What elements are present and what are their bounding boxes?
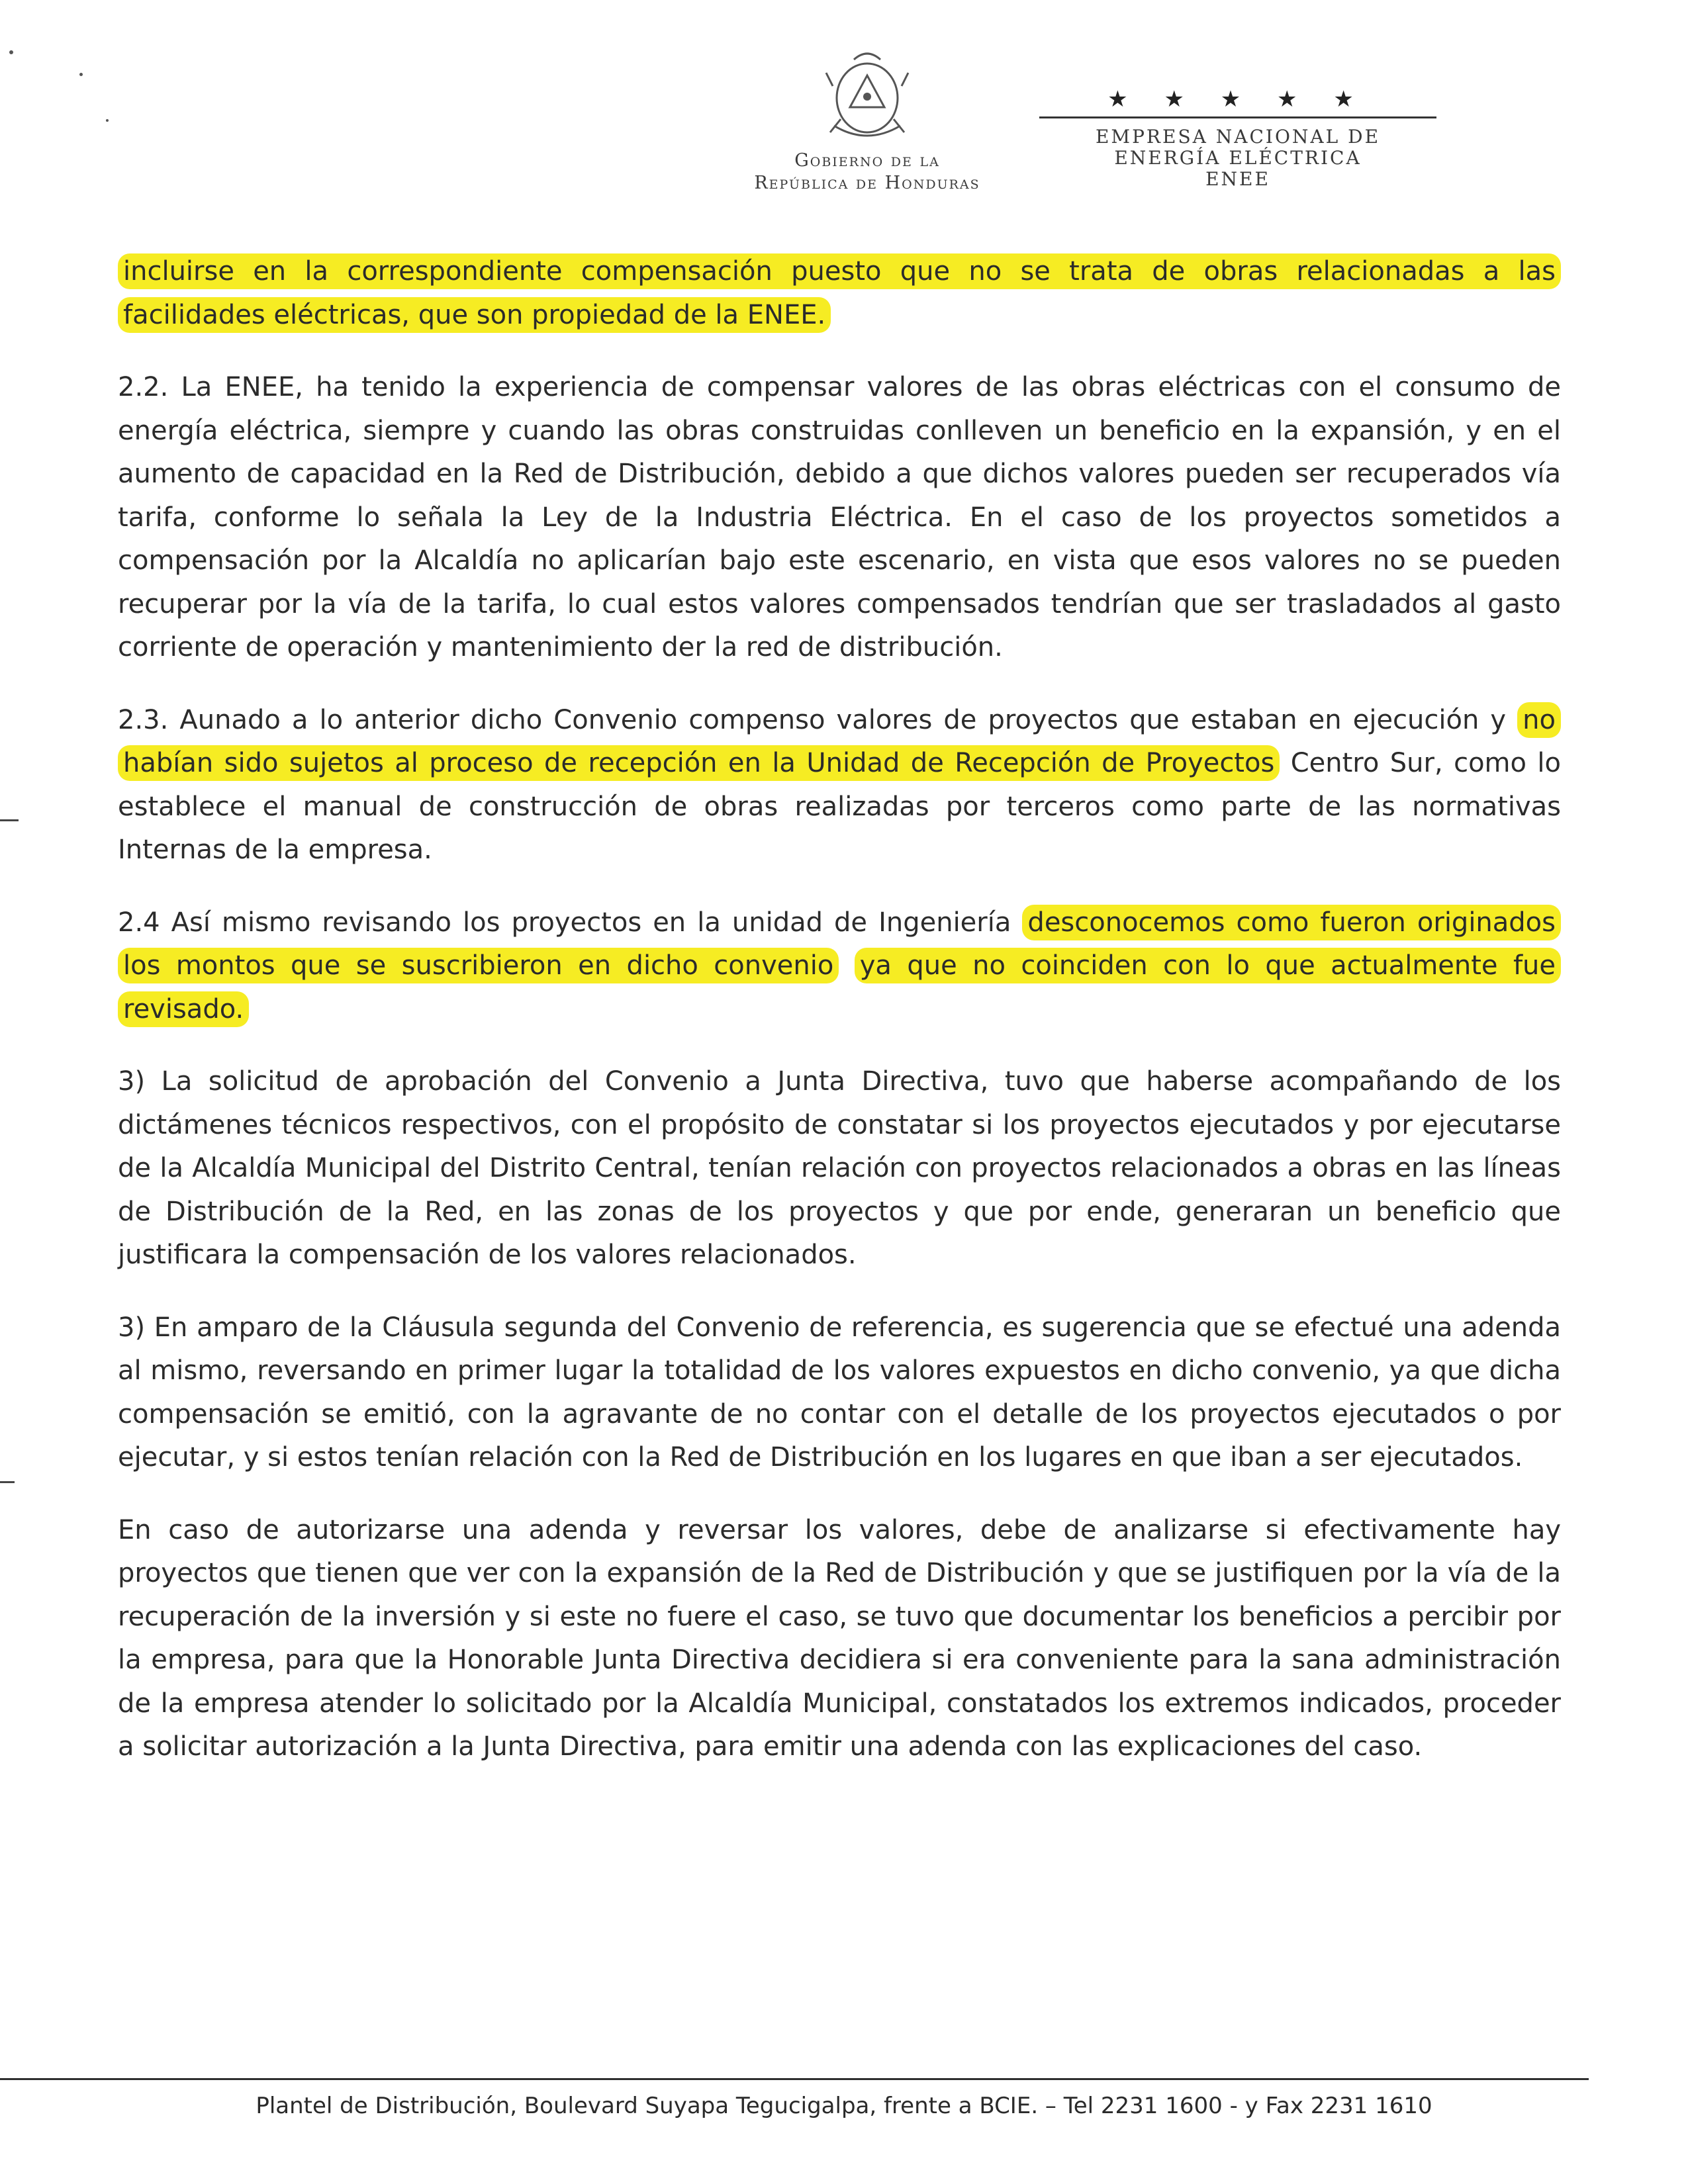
- government-line-2: República de Honduras: [754, 173, 980, 193]
- highlight: incluirse en la correspondiente compensación puesto que no se trata de obras relacionadas a las facilidades eléctricas, que son propiedad de la ENEE.: [118, 253, 1561, 333]
- company-line-1: EMPRESA NACIONAL DE: [1095, 126, 1381, 148]
- government-seal-block: [735, 46, 1000, 195]
- scan-speck: [106, 119, 109, 122]
- scan-speck: [79, 73, 83, 76]
- paragraph-3a: 3) La solicitud de aprobación del Convenio a Junta Directiva, tuvo que haberse acompañando de los dictámenes técnicos respectivos, con el propósito de constatar si los proyectos ejecutados y por ejecutarse de la Alcaldía Municipal del Distrito Central, tenían relación con proyectos relacionados a obras en las líneas de Distribución de la Red, en las zonas de los proyectos y que por ende, generaran un beneficio que justificara la compensación de los valores relacionados.: [118, 1066, 1561, 1270]
- letter-body: [118, 250, 1561, 1769]
- scan-mark: [0, 1481, 15, 1483]
- stars-icon: ★ ★ ★ ★ ★: [1107, 86, 1368, 113]
- highlight: ya que no coinciden con lo que actualmente fue revisado.: [118, 948, 1561, 1027]
- coat-of-arms-icon: [814, 46, 920, 146]
- paragraph-text: 2.3. Aunado a lo anterior dicho Convenio compenso valores de proyectos que estaban en ejecución y: [118, 704, 1507, 735]
- paragraph-2-4: [118, 901, 1561, 1032]
- scan-mark: [0, 819, 19, 821]
- government-line-1: Gobierno de la: [794, 150, 940, 171]
- paragraph-3b: 3) En amparo de la Cláusula segunda del Convenio de referencia, es sugerencia que se efectué una adenda al mismo, reversando en primer lugar la totalidad de los valores expuestos en dicho convenio, ya que dicha compensación se emitió, con la agravante de no contar con el detalle de los proyectos ejecutados o por ejecutar, y si estos tenían relación con la Red de Distribución en los lugares en que iban a ser ejecutados.: [118, 1312, 1561, 1473]
- paragraph-2-3: [118, 699, 1561, 872]
- paragraph-1: [118, 250, 1561, 337]
- company-line-2: ENERGÍA ELÉCTRICA: [1114, 147, 1362, 169]
- footer-address: Plantel de Distribución, Boulevard Suyapa Tegucigalpa, frente a BCIE. – Tel 2231 1600 - y Fax 2231 1610: [256, 2093, 1432, 2119]
- highlight: desconocemos como fueron originados los montos que se suscribieron en dicho convenio: [118, 905, 1561, 984]
- letterhead: [0, 0, 1688, 218]
- highlight: no habían sido sujetos al proceso de recepción en la Unidad de Recepción de Proyectos: [118, 702, 1561, 782]
- paragraph-2-2: 2.2. La ENEE, ha tenido la experiencia de compensar valores de las obras eléctricas con el consumo de energía eléctrica, siempre y cuando las obras construidas conlleven un beneficio en la expansión, y en el aumento de capacidad en la Red de Distribución, debido a que dichos valores pueden ser recuperados vía tarifa, conforme lo señala la Ley de la Industria Eléctrica. En el caso de los proyectos sometidos a compensación por la Alcaldía no aplicarían bajo este escenario, en vista que esos valores no se pueden recuperar por la vía de la tarifa, lo cual estos valores compensados tendrían que ser trasladados al gasto corriente de operación y mantenimiento der la red de distribución.: [118, 372, 1561, 662]
- enee-logo-block: [1039, 86, 1436, 190]
- company-line-3: ENEE: [1205, 168, 1270, 190]
- paragraph-closing: En caso de autorizarse una adenda y reversar los valores, debe de analizarse si efectivamente hay proyectos que tienen que ver con la expansión de la Red de Distribución y que se justifiquen por la vía de la recuperación de la inversión y si este no fuere el caso, se tuvo que documentar los beneficios a percibir por la empresa, para que la Honorable Junta Directiva decidiera si era conveniente para la sana administración de la empresa atender lo solicitado por la Alcaldía Municipal, constatados los extremos indicados, proceder a solicitar autorización a la Junta Directiva, para emitir una adenda con las explicaciones del caso.: [118, 1514, 1561, 1762]
- paragraph-text: Centro Sur, como lo establece el manual de construcción de obras realizadas por terceros como parte de las normativas Internas de la empresa.: [118, 748, 1561, 865]
- enee-rule: [1039, 116, 1436, 118]
- scan-speck: [9, 50, 13, 54]
- footer-rule: [0, 2078, 1589, 2080]
- paragraph-text: 2.4 Así mismo revisando los proyectos en la unidad de Ingeniería: [118, 907, 1011, 938]
